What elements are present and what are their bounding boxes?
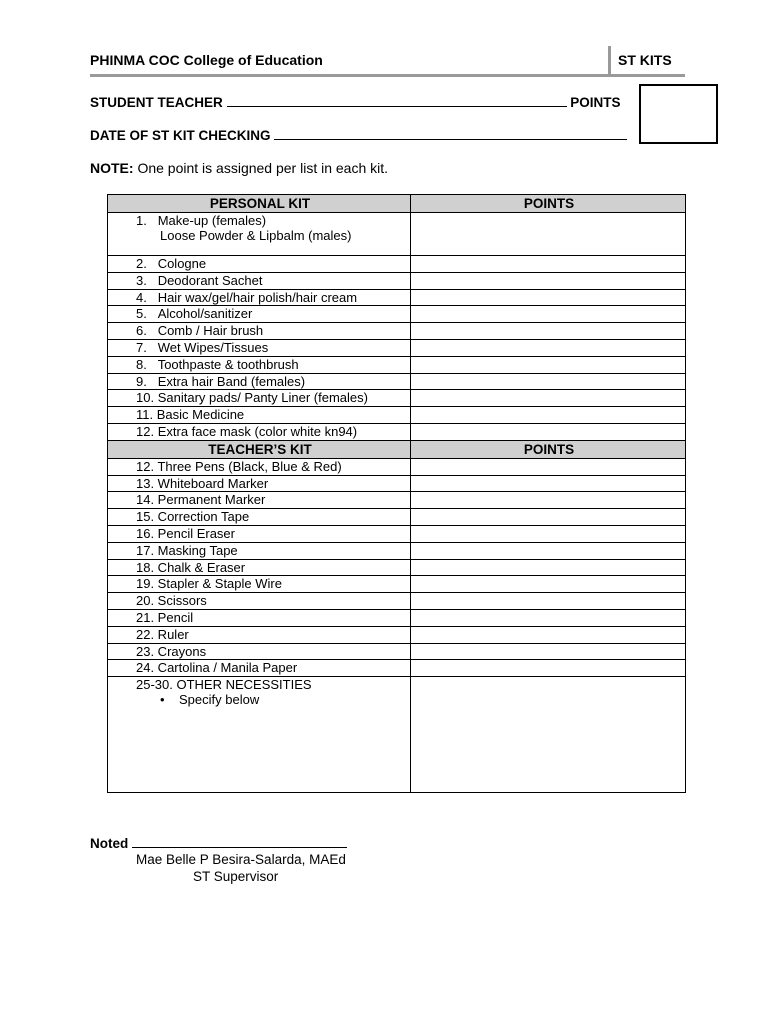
points-cell[interactable] — [411, 306, 686, 323]
table-row: 20. Scissors — [108, 593, 686, 610]
noted-label: Noted — [90, 836, 129, 851]
bullet-icon: • — [160, 692, 165, 708]
personal-kit-header-row — [108, 195, 686, 213]
table-row: 24. Cartolina / Manila Paper — [108, 660, 686, 677]
student-teacher-field[interactable] — [227, 93, 567, 107]
student-teacher-label: STUDENT TEACHER — [90, 95, 223, 110]
table-row: 5. Alcohol/sanitizer — [108, 306, 686, 323]
table-row — [108, 677, 686, 793]
teachers-kit-header-row — [108, 440, 686, 458]
points-cell[interactable] — [411, 339, 686, 356]
points-cell[interactable] — [411, 660, 686, 677]
teachers-points-header: POINTS — [411, 440, 686, 458]
points-cell[interactable] — [411, 423, 686, 440]
table-row: 15. Correction Tape — [108, 509, 686, 526]
table-row: 12. Extra face mask (color white kn94) — [108, 423, 686, 440]
page-header — [90, 46, 685, 76]
points-cell[interactable] — [411, 593, 686, 610]
note — [90, 160, 388, 176]
teachers-kit-header: TEACHER’S KIT — [108, 440, 411, 458]
document-type: ST KITS — [618, 52, 672, 68]
student-teacher-row — [90, 93, 621, 110]
header-divider — [608, 46, 611, 76]
table-row: 17. Masking Tape — [108, 542, 686, 559]
date-label: DATE OF ST KIT CHECKING — [90, 128, 271, 143]
table-row: 8. Toothpaste & toothbrush — [108, 356, 686, 373]
points-cell[interactable] — [411, 626, 686, 643]
points-cell[interactable] — [411, 677, 686, 793]
points-cell[interactable] — [411, 542, 686, 559]
note-text: One point is assigned per list in each kit. — [133, 160, 389, 176]
table-row: 19. Stapler & Staple Wire — [108, 576, 686, 593]
table-row: 13. Whiteboard Marker — [108, 475, 686, 492]
table-row: 16. Pencil Eraser — [108, 525, 686, 542]
note-label: NOTE: — [90, 160, 134, 176]
noted-row — [90, 835, 347, 851]
table-row: 11. Basic Medicine — [108, 407, 686, 424]
table-row: 3. Deodorant Sachet — [108, 272, 686, 289]
table-row: 12. Three Pens (Black, Blue & Red) — [108, 458, 686, 475]
points-cell[interactable] — [411, 492, 686, 509]
table-row: 14. Permanent Marker — [108, 492, 686, 509]
points-cell[interactable] — [411, 559, 686, 576]
supervisor-title: ST Supervisor — [193, 869, 279, 884]
table-row: 10. Sanitary pads/ Panty Liner (females) — [108, 390, 686, 407]
date-field[interactable] — [274, 126, 627, 140]
points-cell[interactable] — [411, 373, 686, 390]
table-row: 4. Hair wax/gel/hair polish/hair cream — [108, 289, 686, 306]
table-row: 18. Chalk & Eraser — [108, 559, 686, 576]
table-row: 9. Extra hair Band (females) — [108, 373, 686, 390]
other-necessities-cell: 25-30. OTHER NECESSITIES • Specify below — [108, 677, 411, 793]
points-cell[interactable] — [411, 509, 686, 526]
personal-points-header: POINTS — [411, 195, 686, 213]
school-name: PHINMA COC College of Education — [90, 52, 323, 68]
date-row — [90, 126, 627, 143]
header-rule — [90, 74, 685, 77]
table-row: 7. Wet Wipes/Tissues — [108, 339, 686, 356]
kit-table — [107, 194, 686, 793]
points-cell[interactable] — [411, 272, 686, 289]
points-cell[interactable] — [411, 525, 686, 542]
points-cell[interactable] — [411, 390, 686, 407]
signature-line[interactable] — [132, 835, 347, 848]
points-cell[interactable] — [411, 289, 686, 306]
item-cell: 1. Make-up (females) Loose Powder & Lipbalm (males) — [108, 213, 411, 256]
points-cell[interactable] — [411, 407, 686, 424]
points-cell[interactable] — [411, 643, 686, 660]
table-row: 23. Crayons — [108, 643, 686, 660]
points-cell[interactable] — [411, 356, 686, 373]
points-box[interactable] — [639, 84, 718, 144]
table-row — [108, 213, 686, 256]
points-cell[interactable] — [411, 323, 686, 340]
table-row: 22. Ruler — [108, 626, 686, 643]
points-label: POINTS — [570, 95, 621, 110]
points-cell[interactable] — [411, 213, 686, 256]
table-row: 21. Pencil — [108, 609, 686, 626]
personal-kit-header: PERSONAL KIT — [108, 195, 411, 213]
table-row: 2. Cologne — [108, 256, 686, 273]
points-cell[interactable] — [411, 609, 686, 626]
supervisor-name: Mae Belle P Besira-Salarda, MAEd — [136, 852, 346, 867]
points-cell[interactable] — [411, 458, 686, 475]
points-cell[interactable] — [411, 475, 686, 492]
table-row: 6. Comb / Hair brush — [108, 323, 686, 340]
points-cell[interactable] — [411, 576, 686, 593]
points-cell[interactable] — [411, 256, 686, 273]
